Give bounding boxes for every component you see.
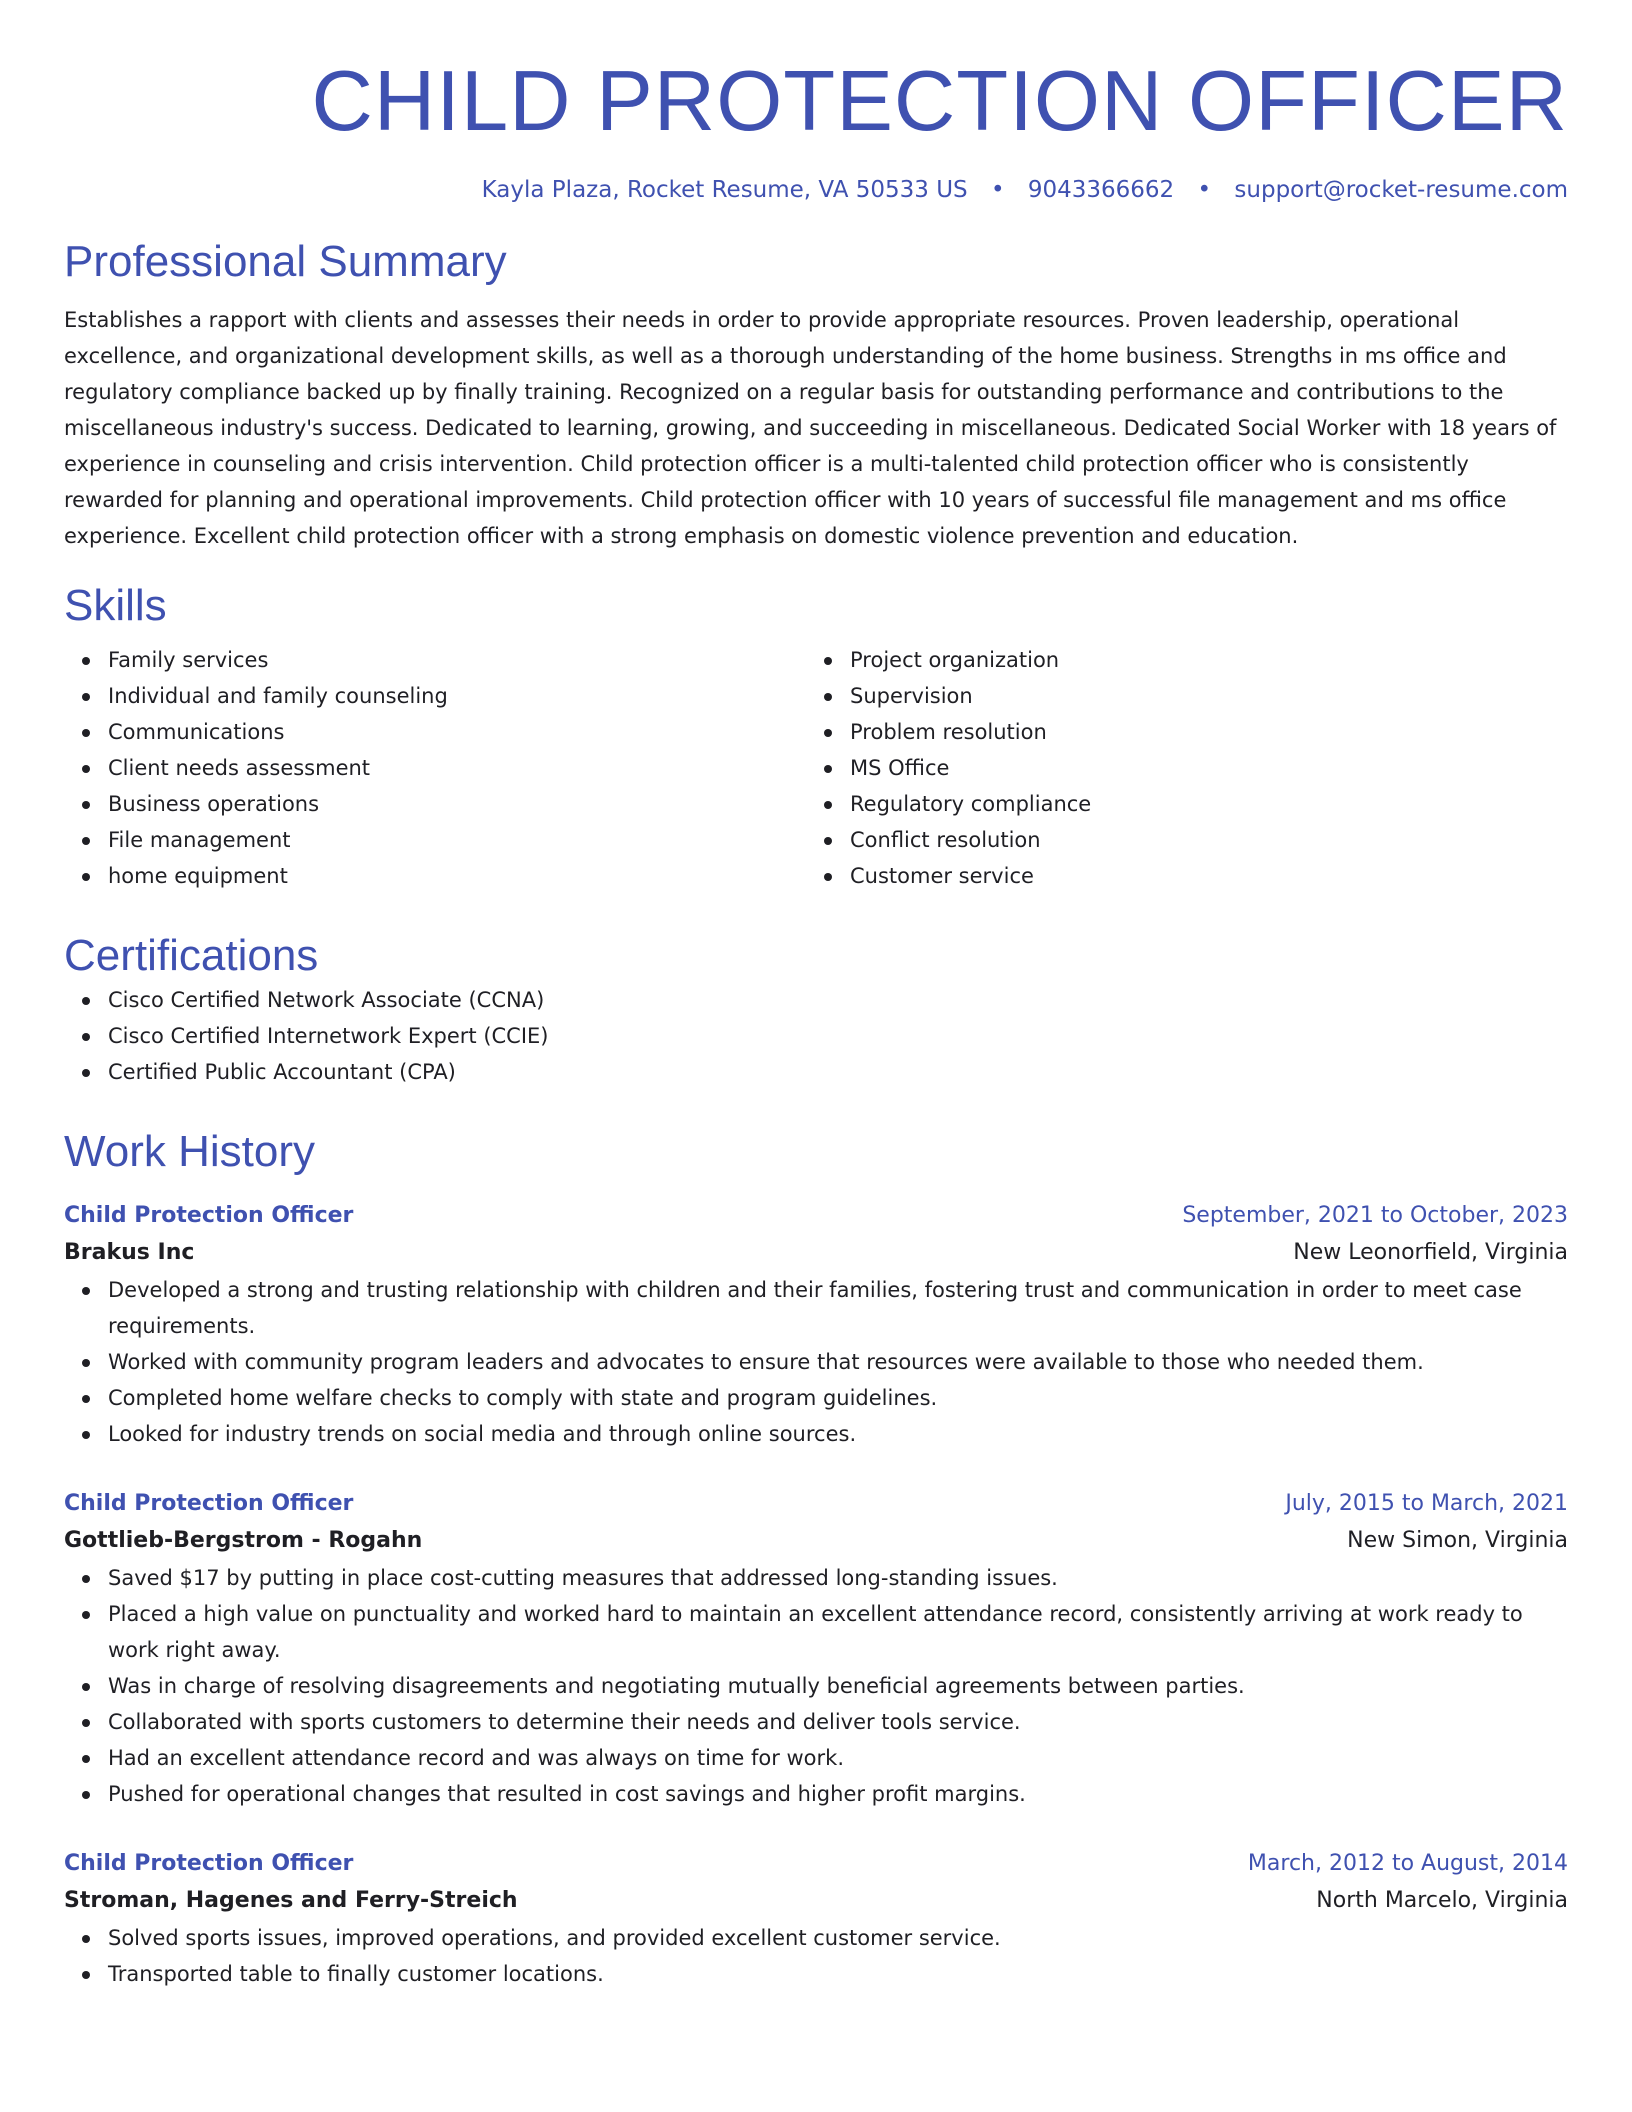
job-dates: July, 2015 to March, 2021 bbox=[1285, 1491, 1568, 1516]
skill-item: Regulatory compliance bbox=[850, 786, 1548, 822]
certifications-section bbox=[64, 930, 1568, 1090]
work-history-heading: Work History bbox=[64, 1127, 315, 1176]
job-company-row bbox=[64, 1882, 1568, 1920]
certifications-heading: Certifications bbox=[64, 931, 319, 980]
job-duty: Completed home welfare checks to comply with state and program guidelines. bbox=[108, 1380, 1568, 1416]
job-company: Gottlieb-Bergstrom - Rogahn bbox=[64, 1528, 423, 1553]
job-dates: March, 2012 to August, 2014 bbox=[1247, 1851, 1568, 1876]
contact-separator: • bbox=[1197, 177, 1212, 203]
job-duties-list bbox=[64, 1920, 1568, 1992]
skill-item: Conflict resolution bbox=[850, 822, 1548, 858]
job-location: North Marcelo, Virginia bbox=[1316, 1888, 1568, 1913]
job-title: Child Protection Officer bbox=[64, 1851, 354, 1876]
skill-item: Supervision bbox=[850, 678, 1548, 714]
contact-line bbox=[64, 174, 1568, 206]
certification-item: Cisco Certified Network Associate (CCNA) bbox=[108, 982, 1568, 1018]
job-header-row bbox=[64, 1846, 1568, 1882]
job-duty: Placed a high value on punctuality and worked hard to maintain an excellent attendance record, consistently arriving at work ready to work right away. bbox=[108, 1596, 1568, 1668]
skills-list-right bbox=[806, 642, 1548, 894]
job-company: Brakus Inc bbox=[64, 1240, 195, 1265]
job-duty: Looked for industry trends on social media and through online sources. bbox=[108, 1416, 1568, 1452]
job-duties-list bbox=[64, 1560, 1568, 1812]
summary-section bbox=[64, 236, 1568, 554]
skill-item: Customer service bbox=[850, 858, 1548, 894]
job-title: Child Protection Officer bbox=[64, 1203, 354, 1228]
skill-item: Problem resolution bbox=[850, 714, 1548, 750]
job-duty: Worked with community program leaders and advocates to ensure that resources were available to those who needed them. bbox=[108, 1344, 1568, 1380]
job-header-row bbox=[64, 1198, 1568, 1234]
skills-heading: Skills bbox=[64, 581, 167, 630]
skills-section bbox=[64, 580, 1568, 894]
job-duty: Developed a strong and trusting relationship with children and their families, fostering trust and communication in order to meet case requirements. bbox=[108, 1272, 1568, 1344]
job-location: New Simon, Virginia bbox=[1347, 1528, 1568, 1553]
job-duty: Was in charge of resolving disagreements and negotiating mutually beneficial agreements between parties. bbox=[108, 1668, 1568, 1704]
summary-text: Establishes a rapport with clients and assesses their needs in order to provide appropriate resources. Proven leadership, operational excellence, and organizational development skills, as well as a thorough understanding of the home business. Strengths in ms office and regulatory compliance backed up by finally training. Recognized on a regular basis for outstanding performance and contributions to the miscellaneous industry's success. Dedicated to learning, growing, and succeeding in miscellaneous. Dedicated Social Worker with 18 years of experience in counseling and crisis intervention. Child protection officer is a multi-talented child protection officer who is consistently rewarded for planning and operational improvements. Child protection officer with 10 years of successful file management and ms office experience. Excellent child protection officer with a strong emphasis on domestic violence prevention and education. bbox=[64, 308, 1557, 548]
skills-list-left bbox=[64, 642, 806, 894]
job-header-row bbox=[64, 1486, 1568, 1522]
job-duty: Transported table to finally customer locations. bbox=[108, 1956, 1568, 1992]
skill-item: Individual and family counseling bbox=[108, 678, 806, 714]
summary-heading: Professional Summary bbox=[64, 237, 507, 286]
skill-item: Client needs assessment bbox=[108, 750, 806, 786]
resume-header bbox=[64, 52, 1568, 206]
skill-item: Business operations bbox=[108, 786, 806, 822]
job-duty: Solved sports issues, improved operations, and provided excellent customer service. bbox=[108, 1920, 1568, 1956]
skill-item: MS Office bbox=[850, 750, 1548, 786]
job-duty: Saved $17 by putting in place cost-cutting measures that addressed long-standing issues. bbox=[108, 1560, 1568, 1596]
candidate-title: CHILD PROTECTION OFFICER bbox=[311, 54, 1568, 149]
job-entry bbox=[64, 1846, 1568, 1992]
contact-separator: • bbox=[990, 177, 1005, 203]
skills-grid bbox=[64, 642, 1568, 894]
job-entry bbox=[64, 1198, 1568, 1452]
certifications-list bbox=[64, 982, 1568, 1090]
contact-address: Kayla Plaza, Rocket Resume, VA 50533 US bbox=[481, 177, 968, 203]
job-dates: September, 2021 to October, 2023 bbox=[1182, 1203, 1568, 1228]
skill-item: Communications bbox=[108, 714, 806, 750]
job-duty: Had an excellent attendance record and was always on time for work. bbox=[108, 1740, 1568, 1776]
certification-item: Certified Public Accountant (CPA) bbox=[108, 1054, 1568, 1090]
job-duties-list bbox=[64, 1272, 1568, 1452]
skill-item: Project organization bbox=[850, 642, 1548, 678]
job-entry bbox=[64, 1486, 1568, 1812]
certification-item: Cisco Certified Internetwork Expert (CCIE) bbox=[108, 1018, 1568, 1054]
skills-column-right bbox=[806, 642, 1548, 894]
job-company: Stroman, Hagenes and Ferry-Streich bbox=[64, 1888, 518, 1913]
skill-item: Family services bbox=[108, 642, 806, 678]
skills-column-left bbox=[64, 642, 806, 894]
work-history-section bbox=[64, 1126, 1568, 1992]
contact-email: support@rocket-resume.com bbox=[1234, 177, 1568, 203]
job-company-row bbox=[64, 1234, 1568, 1272]
job-duty: Pushed for operational changes that resulted in cost savings and higher profit margins. bbox=[108, 1776, 1568, 1812]
job-company-row bbox=[64, 1522, 1568, 1560]
job-duty: Collaborated with sports customers to determine their needs and deliver tools service. bbox=[108, 1704, 1568, 1740]
job-title: Child Protection Officer bbox=[64, 1491, 354, 1516]
job-location: New Leonorfield, Virginia bbox=[1293, 1240, 1568, 1265]
contact-phone: 9043366662 bbox=[1027, 177, 1175, 203]
skill-item: File management bbox=[108, 822, 806, 858]
skill-item: home equipment bbox=[108, 858, 806, 894]
